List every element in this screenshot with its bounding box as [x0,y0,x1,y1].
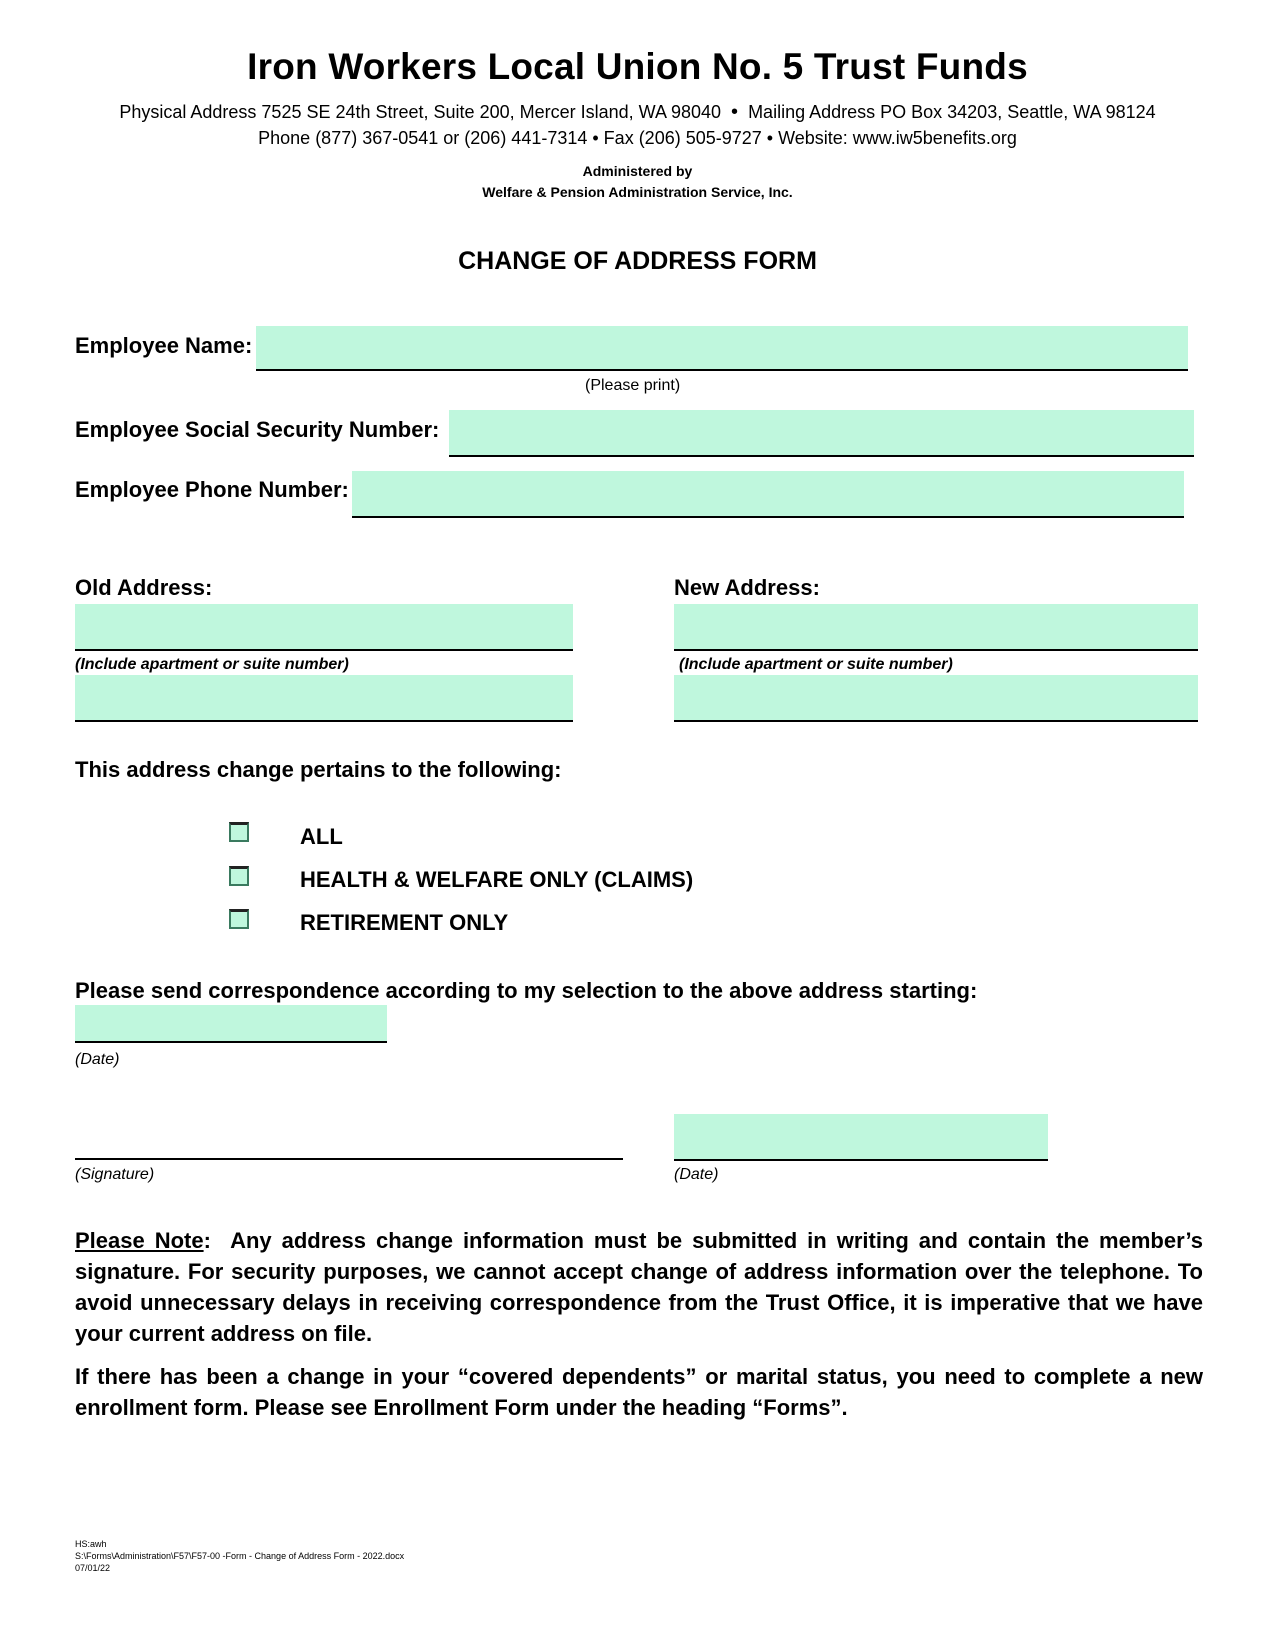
administrator-name: Welfare & Pension Administration Service, Inc. [482,184,793,200]
contact-line: Phone (877) 367-0541 or (206) 441-7314 • Fax (206) 505-9727 • Website: www.iw5benefits.org [258,128,1017,148]
health-welfare-checkbox[interactable] [229,866,249,886]
form-title: CHANGE OF ADDRESS FORM [458,247,817,275]
phone-field[interactable] [352,471,1184,518]
administered-by: Administered by [582,163,693,179]
signature-date-caption: (Date) [674,1166,719,1183]
new-address-apt-hint: (Include apartment or suite number) [679,656,953,673]
footer-file-path: S:\Forms\Administration\F57\F57-00 -Form - Change of Address Form - 2022.docx [75,1551,405,1561]
employee-name-label: Employee Name: [75,333,253,358]
start-date-field[interactable] [75,1005,387,1043]
old-address-apt-hint: (Include apartment or suite number) [75,656,349,673]
ssn-field[interactable] [449,410,1194,457]
old-address-label: Old Address: [75,575,213,600]
retirement-option-label: RETIREMENT ONLY [300,910,509,935]
phone-label: Employee Phone Number: [75,477,349,502]
signature-date-field[interactable] [674,1114,1048,1161]
bullet-separator: • [731,101,739,123]
please-note-paragraph [75,1225,1203,1349]
please-print-text: (Please print) [585,377,681,394]
health-welfare-option-label: HEALTH & WELFARE ONLY (CLAIMS) [300,867,694,892]
start-date-caption: (Date) [75,1051,120,1068]
all-option-label: ALL [300,824,343,849]
retirement-checkbox[interactable] [229,909,249,929]
please-print-caption [585,377,680,395]
old-address-line2-field[interactable] [75,675,573,722]
pertains-heading: This address change pertains to the following: [75,757,562,782]
all-checkbox[interactable] [229,822,249,842]
footer-initials: HS:awh [75,1539,107,1549]
signature-caption: (Signature) [75,1166,155,1183]
mailing-address: Mailing Address PO Box 34203, Seattle, WA 98124 [748,102,1156,122]
new-address-label: New Address: [674,575,820,600]
dependents-paragraph: If there has been a change in your “covered dependents” or marital status, you need to complete a new enrollment form. Please see Enrollment Form under the heading “Forms”. [75,1364,1203,1420]
please-note-heading: Please Note [75,1228,204,1253]
old-address-line1-field[interactable] [75,604,573,651]
document-footer [75,1538,404,1574]
new-address-line1-field[interactable] [674,604,1198,651]
new-address-line2-field[interactable] [674,675,1198,722]
ssn-label: Employee Social Security Number: [75,417,440,442]
signature-line[interactable] [75,1140,623,1160]
trust-fund-title: Iron Workers Local Union No. 5 Trust Funds [247,46,1028,87]
physical-address: Physical Address 7525 SE 24th Street, Suite 200, Mercer Island, WA 98040 [119,102,722,122]
correspondence-heading: Please send correspondence according to my selection to the above address starting: [75,978,978,1003]
address-line [0,101,1275,124]
please-note-colon: : [203,1228,211,1253]
please-note-text: Any address change information must be submitted in writing and contain the member’s signature. For security purposes, we cannot accept change of address information over the telephone. To avoid unnecessary delays in receiving correspondence from the Trust Office, it is imperative that we have your current address on file. [75,1228,1203,1346]
footer-date: 07/01/22 [75,1563,111,1573]
employee-name-field[interactable] [256,326,1188,371]
